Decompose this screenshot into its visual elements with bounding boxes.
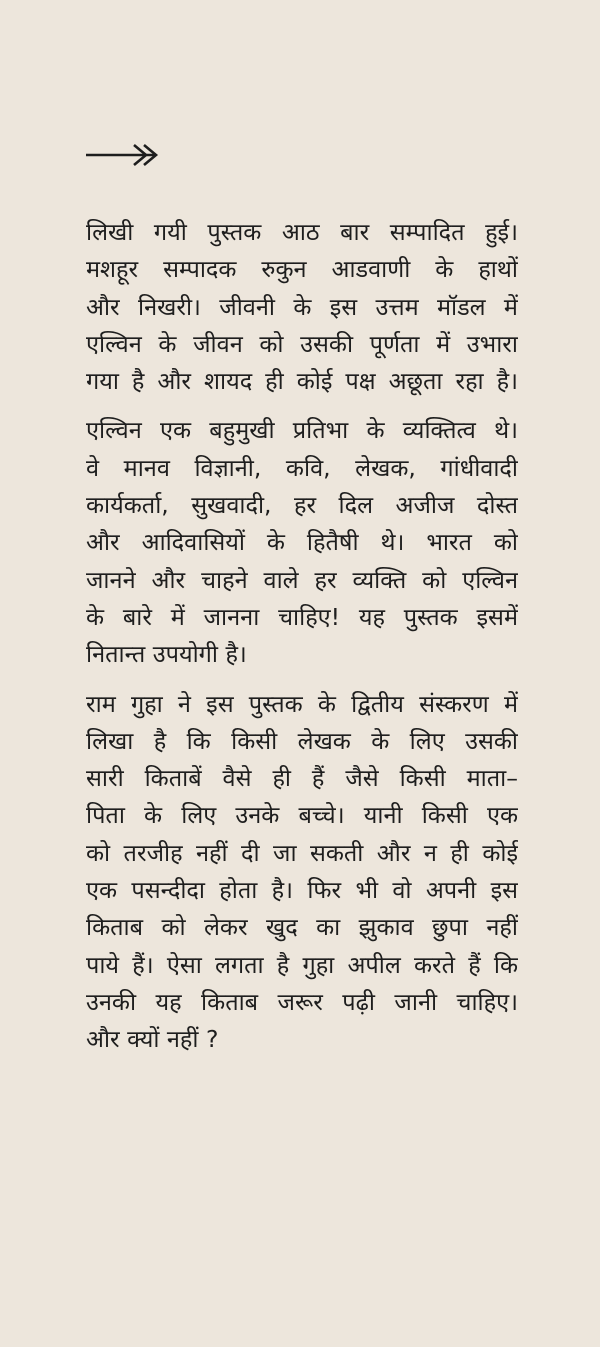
text-line: के बारे में जानना चाहिए! यह पुस्तक इसमें: [86, 602, 518, 631]
text-line: गया है और शायद ही कोई पक्ष अछूता रहा है।: [86, 367, 518, 396]
paragraph-1: [86, 214, 518, 400]
double-arrow-right-icon: [86, 140, 160, 170]
text-line: और निखरी। जीवनी के इस उत्तम मॉडल में: [86, 292, 518, 321]
text-line: एल्विन एक बहुमुखी प्रतिभा के व्यक्तित्व थे।: [86, 416, 518, 445]
text-line: एक पसन्दीदा होता है। फिर भी वो अपनी इस: [86, 876, 518, 905]
text-line: सारी किताबें वैसे ही हैं जैसे किसी माता–: [86, 764, 518, 793]
paragraph-2: [86, 412, 518, 673]
text-line: राम गुहा ने इस पुस्तक के द्वितीय संस्करण में: [86, 689, 518, 718]
text-line: पिता के लिए उनके बच्चे। यानी किसी एक: [86, 801, 518, 830]
text-line: वे मानव विज्ञानी, कवि, लेखक, गांधीवादी: [86, 453, 518, 482]
body-text: [86, 214, 518, 1071]
text-line: नितान्त उपयोगी है।: [86, 640, 247, 669]
text-line: किताब को लेकर खुद का झुकाव छुपा नहीं: [86, 913, 518, 942]
text-line: को तरजीह नहीं दी जा सकती और न ही कोई: [86, 838, 518, 867]
text-line: एल्विन के जीवन को उसकी पूर्णता में उभारा: [86, 329, 518, 358]
text-line: लिखा है कि किसी लेखक के लिए उसकी: [86, 726, 518, 755]
text-line: कार्यकर्ता, सुखवादी, हर दिल अजीज दोस्त: [86, 491, 518, 520]
text-line: पाये हैं। ऐसा लगता है गुहा अपील करते हैं कि: [86, 950, 518, 979]
text-line: लिखी गयी पुस्तक आठ बार सम्पादित हुई।: [86, 218, 518, 246]
text-line: और आदिवासियों के हितैषी थे। भारत को: [86, 528, 518, 557]
text-line: जानने और चाहने वाले हर व्यक्ति को एल्विन: [86, 565, 518, 594]
paragraph-3: [86, 686, 518, 1059]
text-line: उनकी यह किताब जरूर पढ़ी जानी चाहिए।: [86, 987, 518, 1016]
text-line: मशहूर सम्पादक रुकुन आडवाणी के हाथों: [86, 255, 518, 284]
text-line: और क्यों नहीं ?: [86, 1025, 219, 1054]
